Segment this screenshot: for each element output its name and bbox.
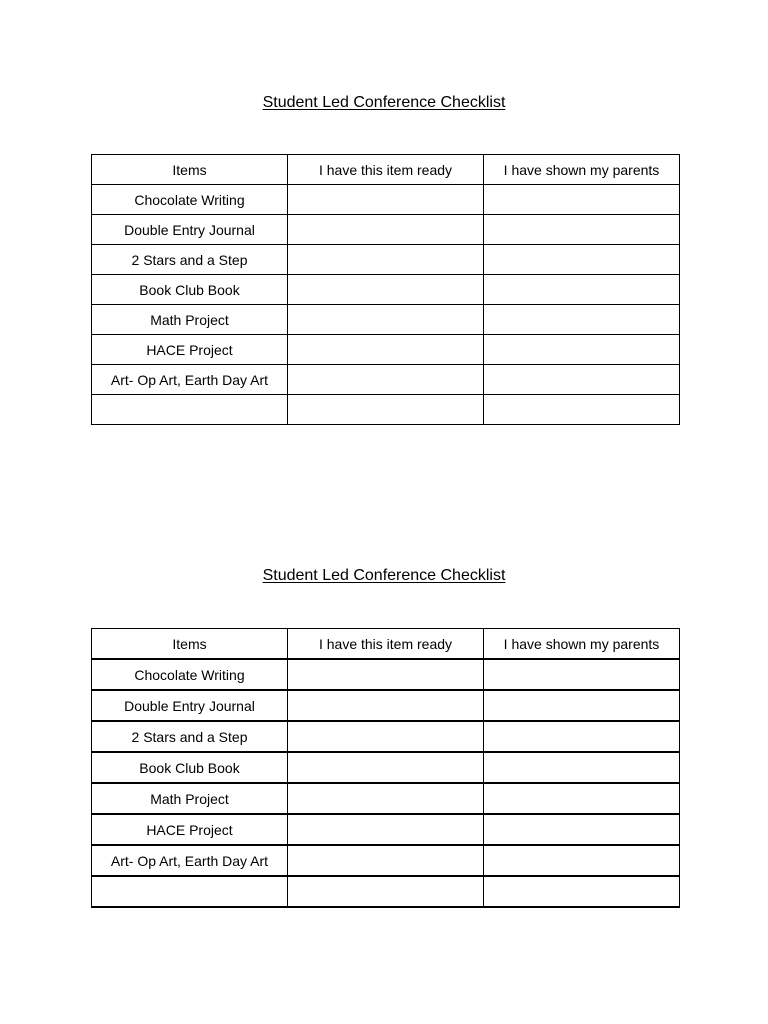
table-row — [92, 335, 680, 365]
item-ready-cell[interactable] — [288, 845, 484, 876]
shown-parents-cell[interactable] — [484, 245, 680, 275]
item-name-cell: Art- Op Art, Earth Day Art — [92, 365, 288, 395]
shown-parents-cell[interactable] — [484, 275, 680, 305]
item-ready-cell[interactable] — [288, 185, 484, 215]
table-row — [92, 245, 680, 275]
item-name-cell: 2 Stars and a Step — [92, 245, 288, 275]
shown-parents-cell[interactable] — [484, 783, 680, 814]
item-ready-cell[interactable] — [288, 721, 484, 752]
item-ready-cell[interactable] — [288, 659, 484, 690]
item-name-cell: Book Club Book — [92, 275, 288, 305]
shown-parents-cell[interactable] — [484, 721, 680, 752]
checklist-section-1 — [0, 92, 768, 388]
item-name-cell: Art- Op Art, Earth Day Art — [92, 845, 288, 876]
shown-parents-cell[interactable] — [484, 185, 680, 215]
item-ready-cell[interactable] — [288, 876, 484, 907]
column-header-shown-parents: I have shown my parents — [484, 155, 680, 185]
checklist-title — [0, 565, 768, 587]
item-name-cell: 2 Stars and a Step — [92, 721, 288, 752]
item-ready-cell[interactable] — [288, 365, 484, 395]
item-ready-cell[interactable] — [288, 395, 484, 425]
table-row — [92, 185, 680, 215]
item-ready-cell[interactable] — [288, 275, 484, 305]
item-name-cell: Math Project — [92, 783, 288, 814]
shown-parents-cell[interactable] — [484, 659, 680, 690]
item-name-cell: Chocolate Writing — [92, 659, 288, 690]
shown-parents-cell[interactable] — [484, 814, 680, 845]
table-row — [92, 690, 680, 721]
checklist-table-1 — [91, 154, 680, 425]
checklist-table-2 — [91, 628, 680, 908]
shown-parents-cell[interactable] — [484, 752, 680, 783]
shown-parents-cell[interactable] — [484, 690, 680, 721]
item-ready-cell[interactable] — [288, 814, 484, 845]
item-name-cell[interactable] — [92, 876, 288, 907]
checklist-title — [0, 92, 768, 114]
table-row — [92, 783, 680, 814]
column-header-items: Items — [92, 155, 288, 185]
table-row — [92, 275, 680, 305]
item-ready-cell[interactable] — [288, 690, 484, 721]
item-ready-cell[interactable] — [288, 752, 484, 783]
column-header-item-ready: I have this item ready — [288, 629, 484, 660]
item-ready-cell[interactable] — [288, 305, 484, 335]
shown-parents-cell[interactable] — [484, 845, 680, 876]
item-ready-cell[interactable] — [288, 215, 484, 245]
item-name-cell: Double Entry Journal — [92, 690, 288, 721]
table-row — [92, 721, 680, 752]
item-name-cell: Math Project — [92, 305, 288, 335]
table-row — [92, 305, 680, 335]
table-row — [92, 814, 680, 845]
checklist-title-text: Student Led Conference Checklist — [262, 567, 506, 584]
table-header-row — [92, 629, 680, 660]
column-header-shown-parents: I have shown my parents — [484, 629, 680, 660]
item-name-cell: Double Entry Journal — [92, 215, 288, 245]
shown-parents-cell[interactable] — [484, 305, 680, 335]
column-header-item-ready: I have this item ready — [288, 155, 484, 185]
checklist-title-text: Student Led Conference Checklist — [262, 94, 506, 111]
table-row — [92, 845, 680, 876]
checklist-section-2 — [0, 565, 768, 869]
item-ready-cell[interactable] — [288, 245, 484, 275]
table-row — [92, 876, 680, 907]
shown-parents-cell[interactable] — [484, 335, 680, 365]
item-ready-cell[interactable] — [288, 335, 484, 365]
shown-parents-cell[interactable] — [484, 395, 680, 425]
table-row — [92, 215, 680, 245]
item-name-cell: Chocolate Writing — [92, 185, 288, 215]
table-row — [92, 365, 680, 395]
shown-parents-cell[interactable] — [484, 876, 680, 907]
item-name-cell: HACE Project — [92, 335, 288, 365]
table-header-row — [92, 155, 680, 185]
shown-parents-cell[interactable] — [484, 365, 680, 395]
table-row — [92, 659, 680, 690]
item-name-cell: HACE Project — [92, 814, 288, 845]
column-header-items: Items — [92, 629, 288, 660]
table-row — [92, 395, 680, 425]
item-name-cell: Book Club Book — [92, 752, 288, 783]
item-name-cell[interactable] — [92, 395, 288, 425]
shown-parents-cell[interactable] — [484, 215, 680, 245]
item-ready-cell[interactable] — [288, 783, 484, 814]
table-row — [92, 752, 680, 783]
